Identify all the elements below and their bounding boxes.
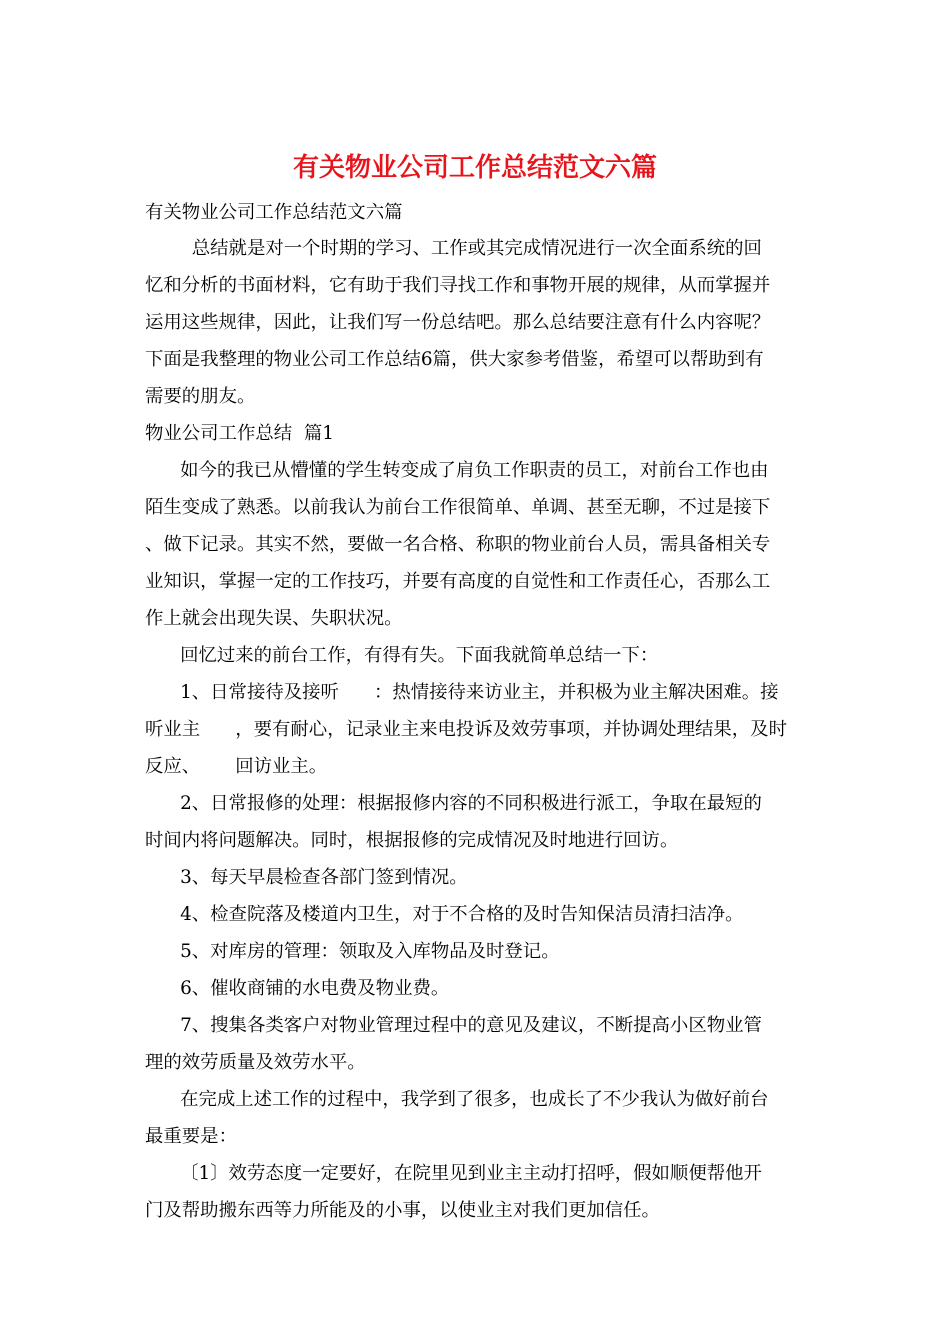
text-line: 需要的朋友。 <box>145 386 256 407</box>
text-line: 6、催收商铺的水电费及物业费。 <box>145 978 450 999</box>
text-line: 运用这些规律，因此，让我们写一份总结吧。那么总结要注意有什么内容呢？ <box>145 312 771 333</box>
text-line: 反应、 回访业主。 <box>145 756 328 777</box>
text-line: 总结就是对一个时期的学习、工作或其完成情况进行一次全面系统的回 <box>145 238 762 259</box>
text-line: 1、日常接待及接听 ：热情接待来访业主，并积极为业主解决困难。接 <box>145 682 779 703</box>
text-line: 4、检查院落及楼道内卫生，对于不合格的及时告知保洁员清扫洁净。 <box>145 904 744 925</box>
text-line: 陌生变成了熟悉。以前我认为前台工作很简单、单调、甚至无聊，不过是接下 <box>145 497 771 518</box>
text-line: 理的效劳质量及效劳水平。 <box>145 1052 366 1073</box>
text-line: 下面是我整理的物业公司工作总结6篇，供大家参考借鉴，希望可以帮助到有 <box>145 349 764 370</box>
text-line: 最重要是： <box>145 1126 237 1147</box>
text-line: 2、日常报修的处理：根据报修内容的不同积极进行派工，争取在最短的 <box>145 793 762 814</box>
text-line: 7、搜集各类客户对物业管理过程中的意见及建议，不断提高小区物业管 <box>145 1015 762 1036</box>
text-line: 3、每天早晨检查各部门签到情况。 <box>145 867 468 888</box>
text-line: 、做下记录。其实不然，要做一名合格、称职的物业前台人员，需具备相关专 <box>145 534 771 555</box>
text-line: 业知识，掌握一定的工作技巧，并要有高度的自觉性和工作责任心，否那么工 <box>145 571 771 592</box>
text-line: 有关物业公司工作总结范文六篇 <box>145 202 403 223</box>
document-title: 有关物业公司工作总结范文六篇 <box>292 153 657 183</box>
text-line: 作上就会出现失误、失职状况。 <box>145 608 403 629</box>
text-line: 时间内将问题解决。同时，根据报修的完成情况及时地进行回访。 <box>145 830 679 851</box>
text-line: 门及帮助搬东西等力所能及的小事，以使业主对我们更加信任。 <box>145 1200 660 1221</box>
document-body <box>145 195 813 1229</box>
section-heading: 物业公司工作总结 篇1 <box>145 423 334 444</box>
text-line: 如今的我已从懵懂的学生转变成了肩负工作职责的员工，对前台工作也由 <box>145 460 769 481</box>
text-line: 忆和分析的书面材料，它有助于我们寻找工作和事物开展的规律，从而掌握并 <box>145 275 771 296</box>
text-line: 〔1〕效劳态度一定要好，在院里见到业主主动打招呼，假如顺便帮他开 <box>145 1163 762 1184</box>
text-line: 听业主 ，要有耐心，记录业主来电投诉及效劳事项，并协调处理结果，及时 <box>145 719 787 740</box>
text-line: 在完成上述工作的过程中，我学到了很多，也成长了不少我认为做好前台 <box>145 1089 769 1110</box>
text-line: 回忆过来的前台工作，有得有失。下面我就简单总结一下： <box>145 645 659 666</box>
text-line: 5、对库房的管理：领取及入库物品及时登记。 <box>145 941 560 962</box>
